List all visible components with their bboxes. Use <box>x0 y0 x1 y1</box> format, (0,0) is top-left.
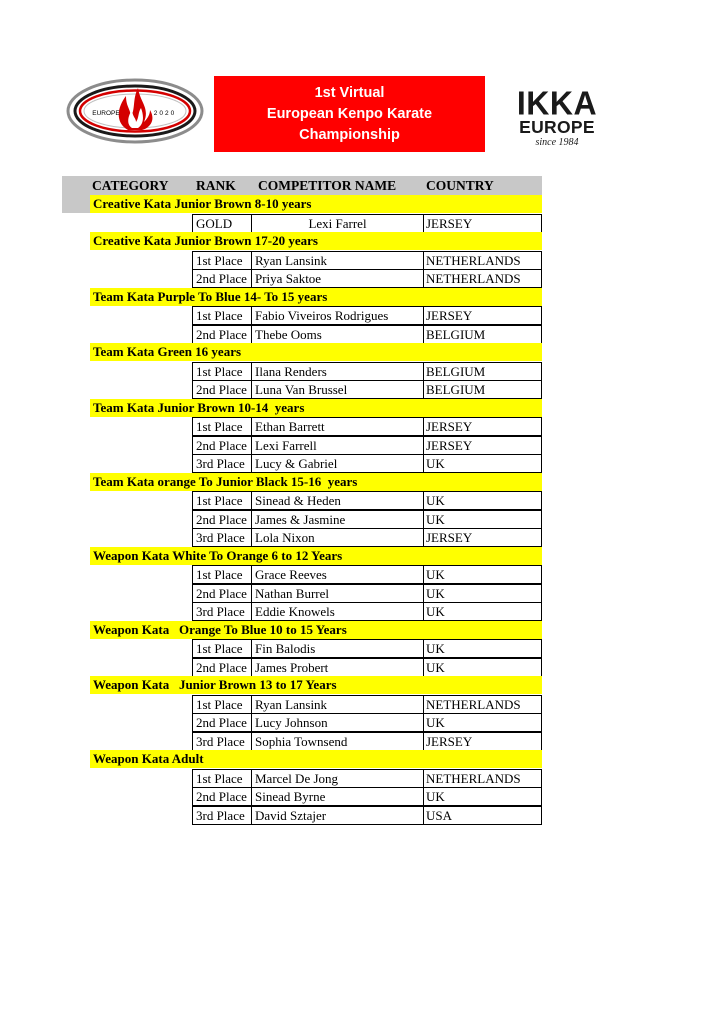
result-row <box>192 269 542 288</box>
result-row <box>192 362 542 381</box>
header-country: COUNTRY <box>426 178 494 193</box>
country-cell: JERSEY <box>423 418 541 435</box>
competitor-name-cell: Lola Nixon <box>251 529 423 546</box>
result-row <box>192 584 542 603</box>
country-cell: UK <box>423 585 541 602</box>
rank-cell: 3rd Place <box>196 456 245 471</box>
rank-cell: 2nd Place <box>196 715 247 730</box>
since-year-text: since 1984 <box>535 137 579 148</box>
ikka-europe-logo <box>510 84 604 148</box>
rank-cell: 3rd Place <box>196 733 245 749</box>
country-cell: JERSEY <box>423 733 541 750</box>
competitor-name-cell: David Sztajer <box>251 807 423 824</box>
championship-logo <box>66 78 204 144</box>
result-row <box>192 713 542 732</box>
country-cell: USA <box>423 807 541 824</box>
country-cell: BELGIUM <box>423 326 541 343</box>
rank-cell: 2nd Place <box>196 659 247 675</box>
category-title: Team Kata Purple To Blue 14- To 15 years <box>90 288 542 306</box>
competitor-name-cell: Nathan Burrel <box>251 585 423 602</box>
competitor-name-cell: James Probert <box>251 659 423 676</box>
category-title: Weapon Kata Adult <box>90 750 542 768</box>
country-cell: UK <box>423 659 541 676</box>
competitor-name-cell: Fabio Viveiros Rodrigues <box>251 307 423 324</box>
country-cell: JERSEY <box>423 215 541 232</box>
result-row <box>192 214 542 233</box>
country-cell: BELGIUM <box>423 363 541 380</box>
competitor-name-cell: Thebe Ooms <box>251 326 423 343</box>
country-cell: UK <box>423 455 541 472</box>
rank-cell: 3rd Place <box>196 530 245 545</box>
competitor-name-cell: Marcel De Jong <box>251 770 423 787</box>
rank-cell: 2nd Place <box>196 789 247 804</box>
country-cell: JERSEY <box>423 307 541 324</box>
header-competitor-name: COMPETITOR NAME <box>258 178 397 193</box>
rank-cell: 2nd Place <box>196 382 247 397</box>
competitor-name-cell: Luna Van Brussel <box>251 381 423 398</box>
country-cell: NETHERLANDS <box>423 252 541 269</box>
rank-cell: 3rd Place <box>196 807 245 823</box>
country-cell: BELGIUM <box>423 381 541 398</box>
title-line-2: European Kenpo Karate <box>266 105 433 122</box>
country-cell: UK <box>423 603 541 620</box>
result-row <box>192 732 542 751</box>
competitor-name-cell: Lexi Farrell <box>251 437 423 454</box>
competitor-name-cell: Lucy Johnson <box>251 714 423 731</box>
result-row <box>192 325 542 344</box>
country-cell: JERSEY <box>423 529 541 546</box>
title-line-3: Championship <box>299 126 400 143</box>
result-row <box>192 510 542 529</box>
rank-cell: 2nd Place <box>196 585 247 601</box>
result-row <box>192 565 542 584</box>
rank-cell: 1st Place <box>196 770 243 786</box>
result-row <box>192 436 542 455</box>
flame-emblem-icon <box>66 78 204 144</box>
result-row <box>192 491 542 510</box>
category-title: Team Kata orange To Junior Black 15-16 years <box>90 473 542 491</box>
competitor-name-cell: James & Jasmine <box>251 511 423 528</box>
country-cell: UK <box>423 511 541 528</box>
competitor-name-cell: Sinead Byrne <box>251 788 423 805</box>
result-row <box>192 251 542 270</box>
category-title: Weapon Kata White To Orange 6 to 12 Years <box>90 547 542 565</box>
category-title: Creative Kata Junior Brown 8-10 years <box>90 195 542 213</box>
result-row <box>192 769 542 788</box>
country-cell: UK <box>423 640 541 657</box>
header-rank: RANK <box>196 178 236 193</box>
rank-cell: GOLD <box>196 215 233 231</box>
competitor-name-cell: Ryan Lansink <box>251 252 423 269</box>
rank-cell: 2nd Place <box>196 271 247 286</box>
competitor-name-cell: Eddie Knowels <box>251 603 423 620</box>
country-cell: NETHERLANDS <box>423 696 541 713</box>
rank-cell: 1st Place <box>196 696 243 712</box>
country-cell: UK <box>423 492 541 509</box>
result-row <box>192 380 542 399</box>
result-row <box>192 658 542 677</box>
result-row <box>192 528 542 547</box>
country-cell: UK <box>423 566 541 583</box>
competitor-name-cell: Grace Reeves <box>251 566 423 583</box>
championship-title-box <box>214 76 485 152</box>
result-row <box>192 602 542 621</box>
competitor-name-cell: Lucy & Gabriel <box>251 455 423 472</box>
category-title: Weapon Kata Orange To Blue 10 to 15 Years <box>90 621 542 639</box>
rank-cell: 1st Place <box>196 493 243 508</box>
header-hash-cell <box>62 195 90 213</box>
country-cell: NETHERLANDS <box>423 770 541 787</box>
result-row <box>192 695 542 714</box>
rank-cell: 1st Place <box>196 641 243 656</box>
competitor-name-cell: Sinead & Heden <box>251 492 423 509</box>
category-title: Creative Kata Junior Brown 17-20 years <box>90 232 542 250</box>
result-row <box>192 306 542 325</box>
competitor-name-cell: Ilana Renders <box>251 363 423 380</box>
country-cell: JERSEY <box>423 437 541 454</box>
category-title: Team Kata Junior Brown 10-14 years <box>90 399 542 417</box>
result-row <box>192 806 542 825</box>
rank-cell: 1st Place <box>196 419 243 434</box>
rank-cell: 1st Place <box>196 363 243 379</box>
country-cell: UK <box>423 788 541 805</box>
ikka-logo-text: IKKA <box>516 84 598 122</box>
logo-text-year: 2020 <box>153 110 177 117</box>
header-category: CATEGORY <box>92 178 169 193</box>
table-header-row <box>62 176 542 195</box>
competitor-name-cell: Fin Balodis <box>251 640 423 657</box>
rank-cell: 2nd Place <box>196 437 247 453</box>
europe-logo-text: EUROPE <box>519 117 595 137</box>
rank-cell: 2nd Place <box>196 326 247 342</box>
title-line-1: 1st Virtual <box>314 84 385 101</box>
country-cell: NETHERLANDS <box>423 270 541 287</box>
rank-cell: 1st Place <box>196 567 243 582</box>
competitor-name-cell: Ryan Lansink <box>251 696 423 713</box>
logo-text-europe: EUROPE <box>92 110 120 117</box>
result-row <box>192 787 542 806</box>
rank-cell: 2nd Place <box>196 511 247 527</box>
country-cell: UK <box>423 714 541 731</box>
competitor-name-cell: Lexi Farrel <box>251 215 423 232</box>
category-title: Weapon Kata Junior Brown 13 to 17 Years <box>90 676 542 694</box>
result-row <box>192 417 542 436</box>
result-row <box>192 639 542 658</box>
rank-cell: 3rd Place <box>196 604 245 619</box>
result-row <box>192 454 542 473</box>
competitor-name-cell: Sophia Townsend <box>251 733 423 750</box>
category-title: Team Kata Green 16 years <box>90 343 542 361</box>
rank-cell: 1st Place <box>196 308 243 323</box>
competitor-name-cell: Ethan Barrett <box>251 418 423 435</box>
rank-cell: 1st Place <box>196 252 243 268</box>
competitor-name-cell: Priya Saktoe <box>251 270 423 287</box>
